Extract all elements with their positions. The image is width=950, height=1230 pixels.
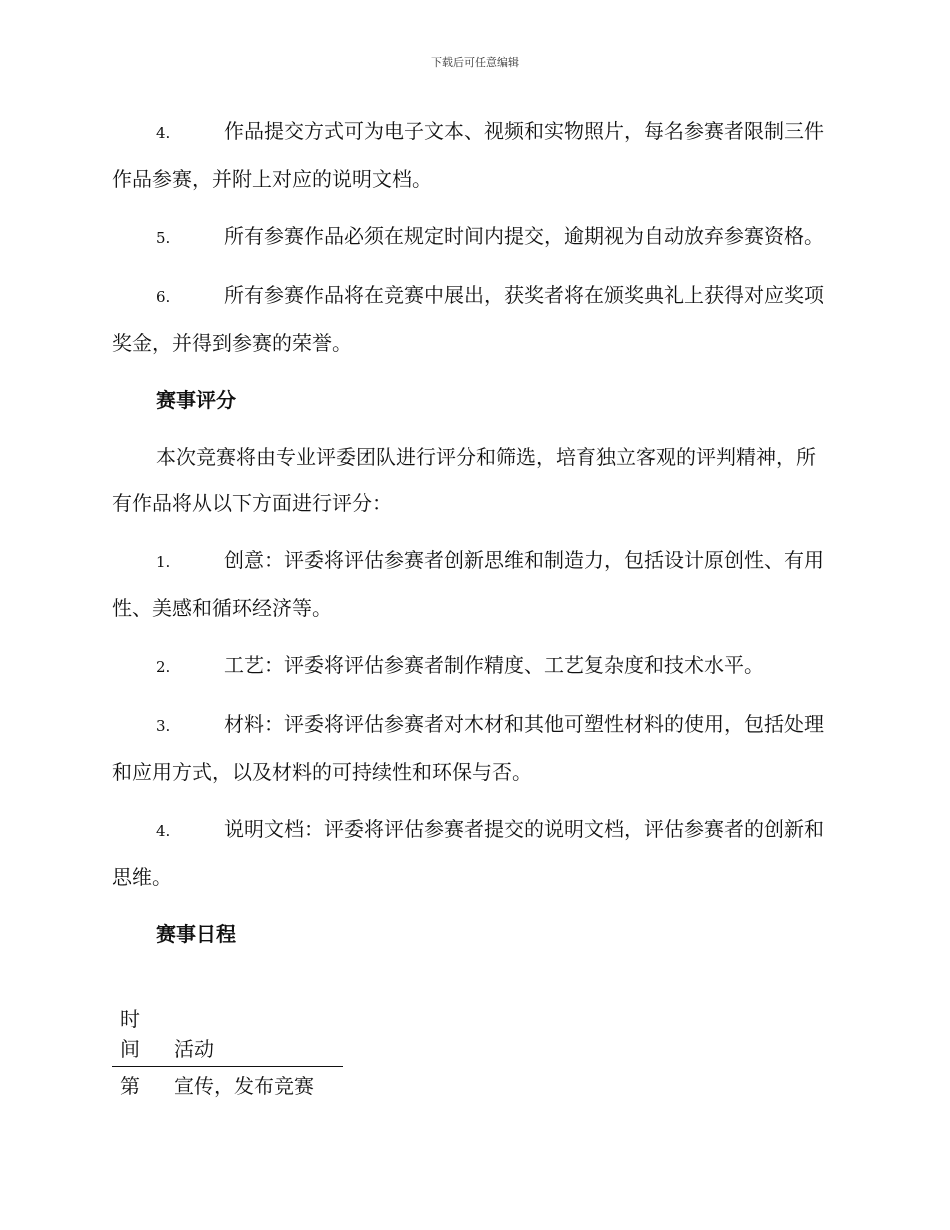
item-text: 材料：评委将评估参赛者对木材和其他可塑性材料的使用，包括处理和应用方式，以及材料的可持续性和环保与否。 <box>112 712 824 784</box>
document-body <box>112 108 834 968</box>
schedule-col-time <box>112 1004 174 1064</box>
scoring-heading: 赛事评分 <box>156 388 236 412</box>
item-number: 1. <box>156 553 171 571</box>
scoring-intro: 本次竞赛将由专业评委团队进行评分和筛选，培育独立客观的评判精神，所有作品将从以下方面进行评分： <box>112 445 816 515</box>
item-number: 5. <box>156 229 171 247</box>
schedule-cell-time: 第 <box>120 1074 140 1098</box>
table-row <box>112 1067 343 1101</box>
rule-item-6 <box>112 272 834 366</box>
item-text: 说明文档：评委将评估参赛者提交的说明文档，评估参赛者的创新和思维。 <box>112 817 824 889</box>
rule-item-4 <box>112 108 834 202</box>
rule-item-5 <box>112 213 834 261</box>
item-text: 作品提交方式可为电子文本、视频和实物照片，每名参赛者限制三件作品参赛，并附上对应的说明文档。 <box>112 119 824 191</box>
item-number: 3. <box>156 717 171 735</box>
scoring-item-2 <box>112 642 834 690</box>
item-text: 所有参赛作品必须在规定时间内提交，逾期视为自动放弃参赛资格。 <box>224 224 824 248</box>
item-number: 4. <box>156 822 171 840</box>
item-text: 创意：评委将评估参赛者创新思维和制造力，包括设计原创性、有用性、美感和循环经济等。 <box>112 548 824 620</box>
col-time-line2: 间 <box>120 1037 140 1061</box>
scoring-item-3 <box>112 701 834 795</box>
schedule-cell-activity: 宣传，发布竞赛 <box>174 1074 314 1098</box>
schedule-heading: 赛事日程 <box>156 922 236 946</box>
item-text: 工艺：评委将评估参赛者制作精度、工艺复杂度和技术水平。 <box>224 653 764 677</box>
scoring-item-1 <box>112 537 834 631</box>
schedule-table <box>112 1004 343 1101</box>
col-time-line1: 时 <box>120 1007 140 1031</box>
schedule-header-row <box>112 1004 343 1067</box>
page-header: 下载后可任意编辑 <box>431 56 519 69</box>
item-number: 2. <box>156 658 171 676</box>
item-text: 所有参赛作品将在竞赛中展出，获奖者将在颁奖典礼上获得对应奖项奖金，并得到参赛的荣誉。 <box>112 283 824 355</box>
scoring-item-4 <box>112 806 834 900</box>
item-number: 6. <box>156 288 171 306</box>
schedule-col-activity: 活动 <box>174 1037 214 1061</box>
item-number: 4. <box>156 124 171 142</box>
